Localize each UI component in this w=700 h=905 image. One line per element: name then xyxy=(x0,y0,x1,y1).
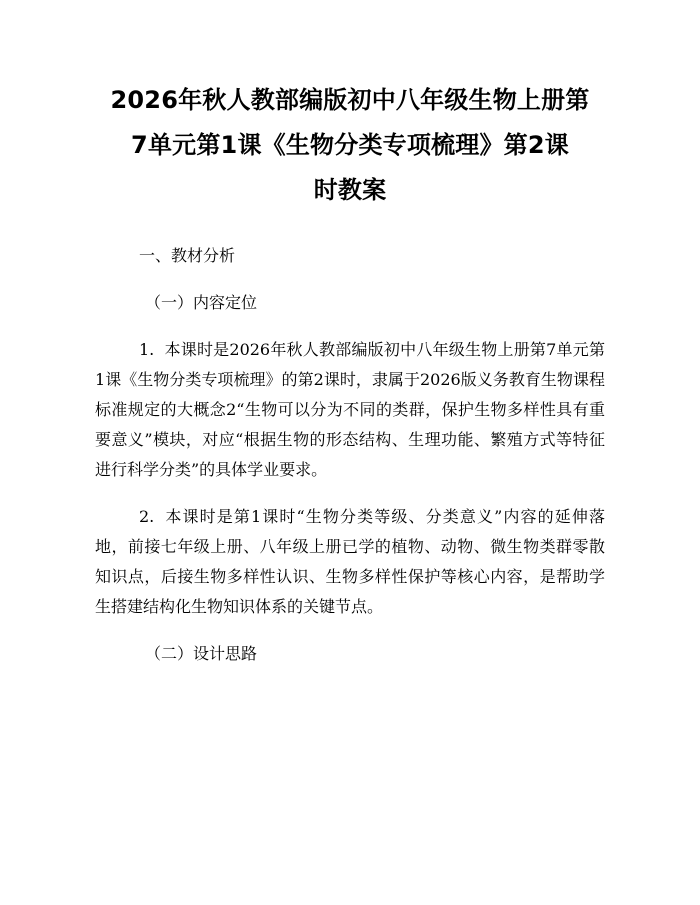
item-number-2: 2. xyxy=(139,507,155,526)
item-number-1: 1. xyxy=(139,340,155,359)
item-text-2: 本课时是第1课时“生物分类等级、分类意义”内容的延伸落地，前接七年级上册、八年级上册已学的植物、动物、微生物类群零散知识点，后接生物多样性认识、生物多样性保护等核心内容，是帮助学生搭建结构化生物知识体系的关键节点。 xyxy=(95,507,605,616)
section-heading-teaching-material-analysis: 一、教材分析 xyxy=(139,246,236,265)
paragraph-item-2 xyxy=(95,502,605,622)
title-line-1: 2026年秋人教部编版初中八年级生物上册第 xyxy=(110,86,590,114)
title-line-3: 时教案 xyxy=(313,176,387,204)
document-body xyxy=(95,241,605,669)
subsection-heading-content-positioning: （一）内容定位 xyxy=(145,293,258,312)
title-line-2: 7单元第1课《生物分类专项梳理》第2课 xyxy=(131,131,569,159)
document-title xyxy=(95,78,605,213)
subsection-heading-design-ideas: （二）设计思路 xyxy=(145,644,258,663)
item-text-1: 本课时是2026年秋人教部编版初中八年级生物上册第7单元第1课《生物分类专项梳理》的第2课时，隶属于2026版义务教育生物课程标准规定的大概念2“生物可以分为不同的类群，保护生物多样性具有重要意义”模块，对应“根据生物的形态结构、生理功能、繁殖方式等特征进行科学分类”的具体学业要求。 xyxy=(95,340,605,479)
paragraph-item-1 xyxy=(95,335,605,485)
